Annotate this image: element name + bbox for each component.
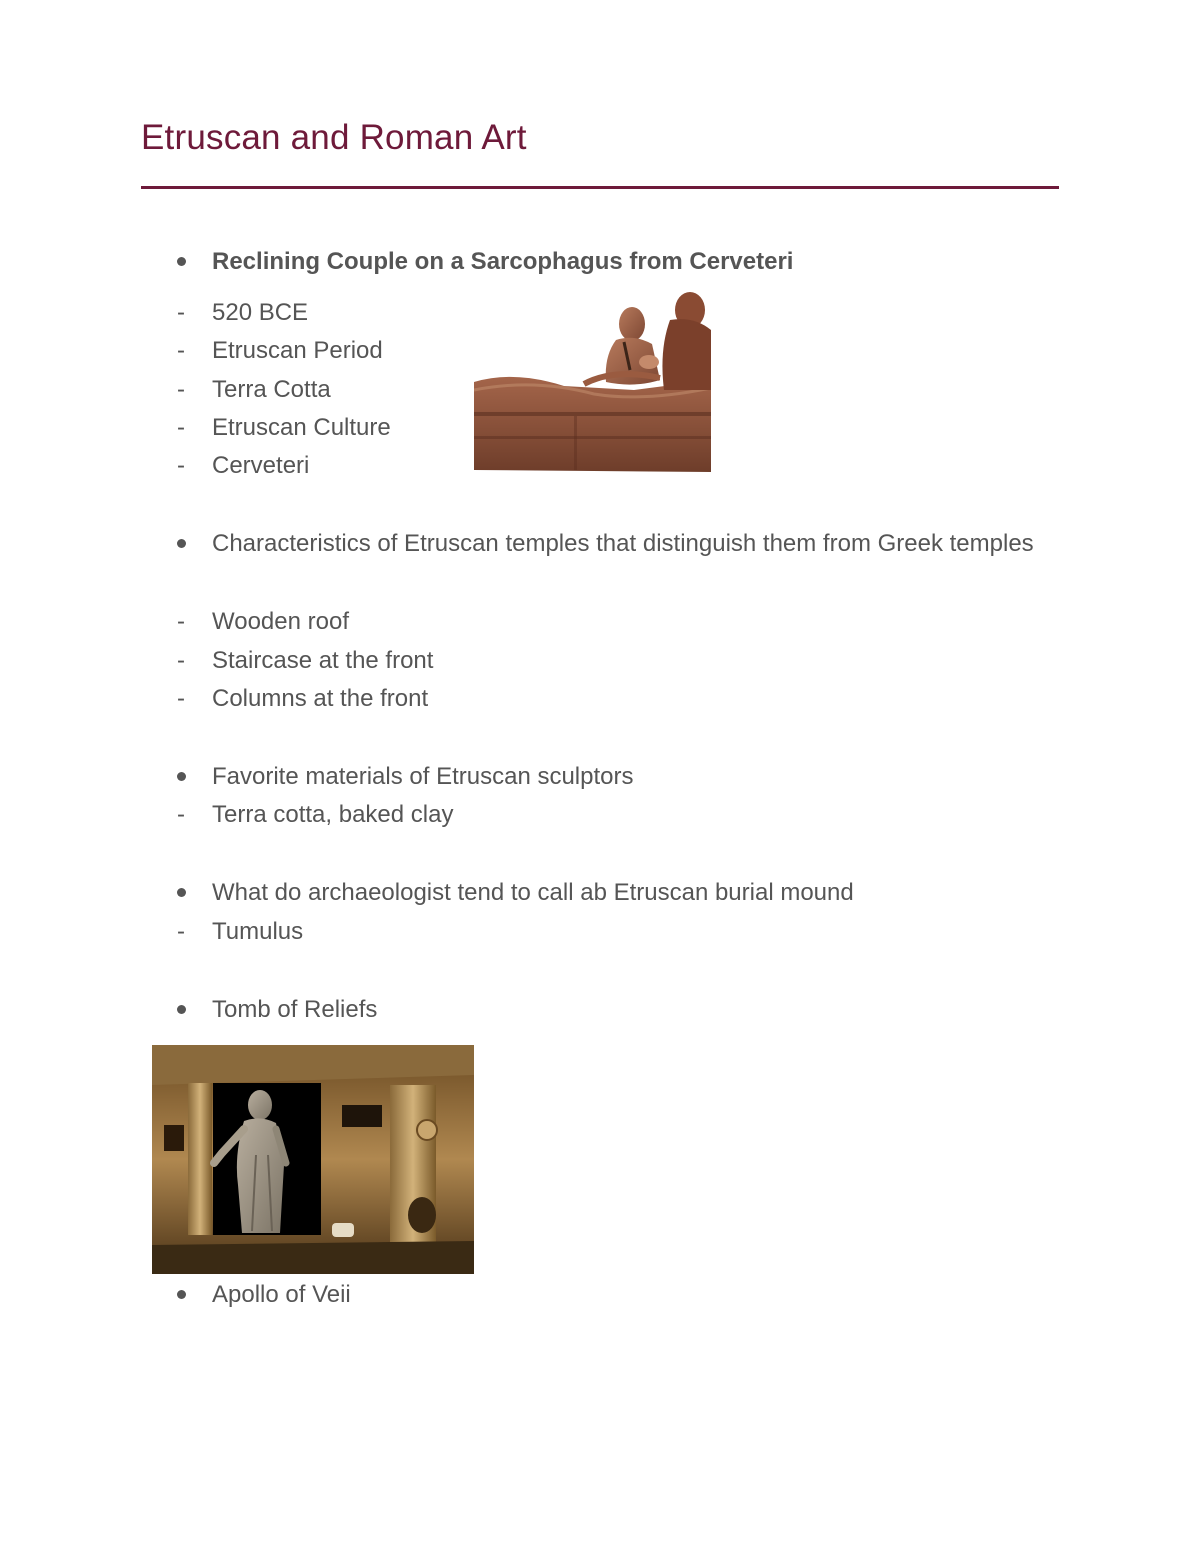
list-item-text: Etruscan Culture xyxy=(212,414,391,441)
list-item-text: Columns at the front xyxy=(212,685,429,712)
list-item xyxy=(177,331,383,370)
bullet-materials xyxy=(177,757,1047,796)
sarcophagus-photo xyxy=(474,290,711,476)
list-item xyxy=(177,912,303,951)
tomb-image xyxy=(152,1045,474,1274)
list-item-text: Etruscan Period xyxy=(212,337,383,364)
bullet-text: Reclining Couple on a Sarcophagus from Cerveteri xyxy=(212,248,794,275)
bullet-temples xyxy=(177,524,1047,563)
dash-marker: - xyxy=(177,801,185,828)
list-item-text: Wooden roof xyxy=(212,608,349,635)
dash-marker: - xyxy=(177,647,185,674)
bullet-dot-icon xyxy=(177,888,186,897)
list-item xyxy=(177,293,308,332)
list-item xyxy=(177,641,433,680)
bullet-text: Tomb of Reliefs xyxy=(212,996,378,1023)
bullet-dot-icon xyxy=(177,1290,186,1299)
dash-marker: - xyxy=(177,299,185,326)
dash-marker: - xyxy=(177,414,185,441)
bullet-dot-icon xyxy=(177,539,186,548)
list-item-text: Cerveteri xyxy=(212,452,310,479)
dash-marker: - xyxy=(177,376,185,403)
list-item xyxy=(177,602,349,641)
bullet-text: Favorite materials of Etruscan sculptors xyxy=(212,763,634,790)
page-title: Etruscan and Roman Art xyxy=(141,118,527,157)
bullet-text: Apollo of Veii xyxy=(212,1281,351,1308)
list-item-text: Staircase at the front xyxy=(212,647,434,674)
list-item-text: 520 BCE xyxy=(212,299,309,326)
bullet-dot-icon xyxy=(177,772,186,781)
list-item-text: Tumulus xyxy=(212,918,304,945)
bullet-burial-mound xyxy=(177,873,1047,912)
dash-marker: - xyxy=(177,337,185,364)
bullet-dot-icon xyxy=(177,257,186,266)
bullet-apollo-of-veii xyxy=(177,1275,1047,1314)
sarcophagus-image xyxy=(474,290,711,476)
list-item xyxy=(177,408,391,447)
list-item xyxy=(177,370,331,409)
title-underline xyxy=(141,186,1059,189)
bullet-text: What do archaeologist tend to call ab Etruscan burial mound xyxy=(212,879,854,906)
bullet-reclining-couple xyxy=(177,242,1047,281)
list-item xyxy=(177,795,453,834)
dash-marker: - xyxy=(177,685,185,712)
list-item xyxy=(177,446,309,485)
bullet-dot-icon xyxy=(177,1005,186,1014)
bullet-tomb-of-reliefs xyxy=(177,990,1047,1029)
dash-marker: - xyxy=(177,608,185,635)
bullet-text: Characteristics of Etruscan temples that distinguish them from Greek temples xyxy=(212,530,1034,557)
list-item xyxy=(177,679,428,718)
list-item-text: Terra cotta, baked clay xyxy=(212,801,454,828)
dash-marker: - xyxy=(177,918,185,945)
dash-marker: - xyxy=(177,452,185,479)
tomb-collage-photo xyxy=(152,1045,474,1274)
list-item-text: Terra Cotta xyxy=(212,376,331,403)
